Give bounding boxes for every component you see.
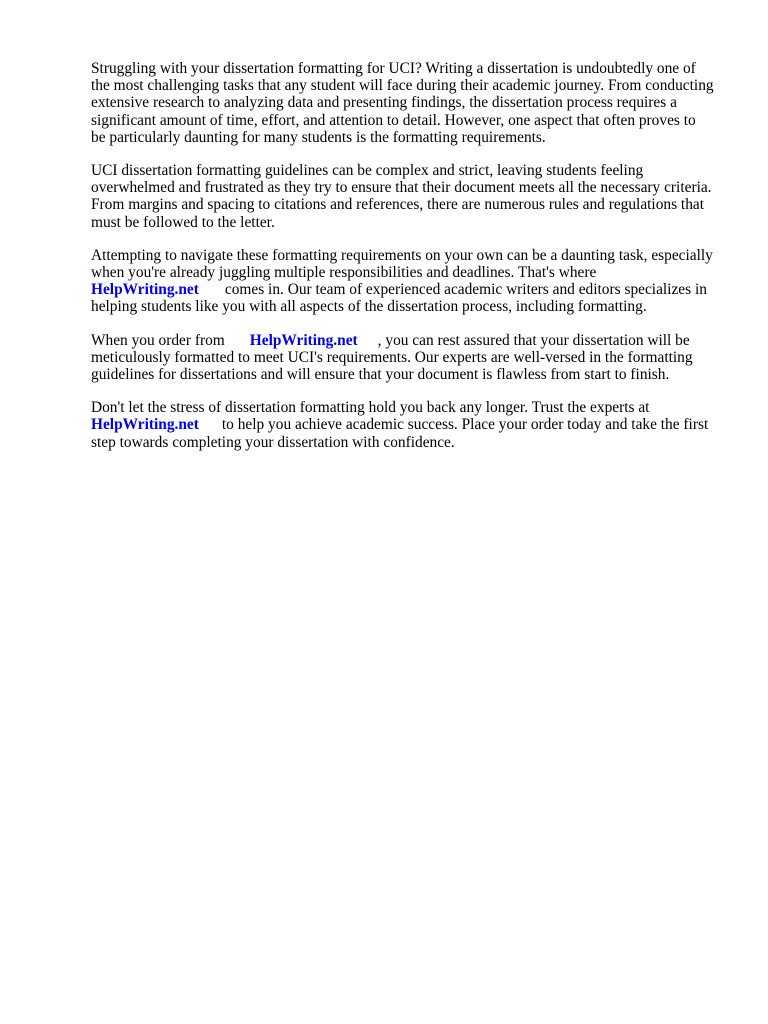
text-line: Struggling with your dissertation formatting for UCI? Writing a dissertation is undoubtedly one of bbox=[91, 60, 696, 77]
text-segment: comes in. Our team of experienced academic writers and editors specializes in bbox=[224, 281, 707, 299]
text-segment: When you order from bbox=[91, 331, 225, 349]
helpwriting-link[interactable]: HelpWriting.net bbox=[249, 331, 358, 349]
text-line: guidelines for dissertations and will ensure that your document is flawless from start to finish. bbox=[91, 366, 670, 384]
document-page bbox=[91, 60, 731, 467]
text-line: step towards completing your dissertation with confidence. bbox=[91, 433, 455, 451]
text-line: Don't let the stress of dissertation formatting hold you back any longer. Trust the experts at bbox=[91, 399, 650, 417]
text-line: Attempting to navigate these formatting requirements on your own can be a daunting task, especially bbox=[91, 246, 713, 264]
text-line: meticulously formatted to meet UCI's requirements. Our experts are well-versed in the formatting bbox=[91, 348, 693, 366]
text-line bbox=[91, 416, 731, 433]
text-line: overwhelmed and frustrated as they try to ensure that their document meets all the necessary criteria. bbox=[91, 179, 712, 197]
text-line: when you're already juggling multiple responsibilities and deadlines. That's where bbox=[91, 264, 597, 282]
paragraph-guidelines bbox=[91, 162, 731, 231]
paragraph-closing bbox=[91, 399, 731, 451]
text-line: must be followed to the letter. bbox=[91, 213, 275, 231]
text-line: From margins and spacing to citations and references, there are numerous rules and regulations that bbox=[91, 196, 705, 214]
text-line: extensive research to analyzing data and presenting findings, the dissertation process requires a bbox=[91, 94, 677, 112]
text-line: be particularly daunting for many students is the formatting requirements. bbox=[91, 128, 546, 146]
paragraph-order bbox=[91, 332, 731, 384]
paragraph-navigate bbox=[91, 247, 731, 316]
text-line: UCI dissertation formatting guidelines can be complex and strict, leaving students feeling bbox=[91, 162, 644, 180]
text-line: significant amount of time, effort, and attention to detail. However, one aspect that often proves to bbox=[91, 111, 696, 129]
text-line: helping students like you with all aspects of the dissertation process, including formatting. bbox=[91, 298, 647, 316]
text-line bbox=[91, 281, 731, 298]
helpwriting-link[interactable]: HelpWriting.net bbox=[91, 281, 199, 299]
text-line bbox=[91, 332, 731, 349]
text-segment: to help you achieve academic success. Place your order today and take the first bbox=[221, 416, 709, 434]
paragraph-intro bbox=[91, 60, 731, 146]
helpwriting-link[interactable]: HelpWriting.net bbox=[91, 416, 199, 434]
text-line: the most challenging tasks that any student will face during their academic journey. From conducting bbox=[91, 77, 714, 95]
text-segment: , you can rest assured that your dissertation will be bbox=[377, 331, 690, 349]
